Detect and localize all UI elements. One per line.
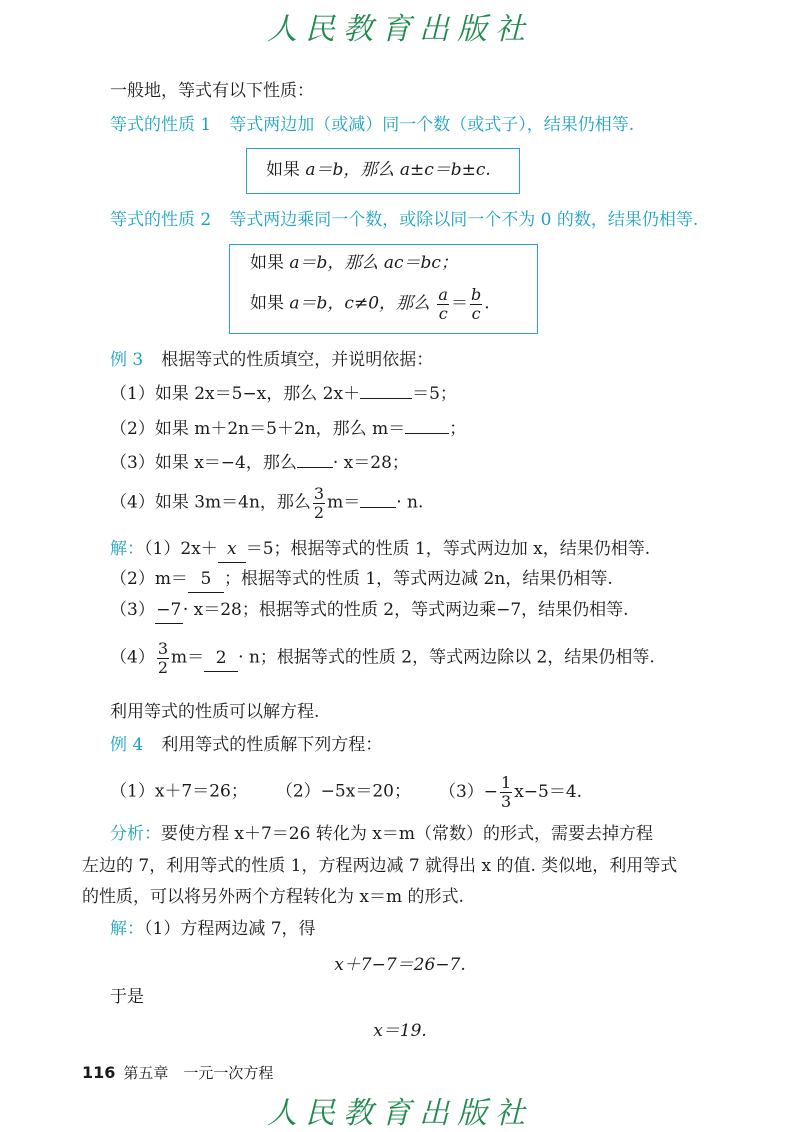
example4-eq2: （2）−5x＝20； — [275, 781, 411, 802]
equation-a: x＋7−7＝26−7. — [334, 955, 466, 975]
example4-equations — [110, 774, 582, 810]
page-number: 116 — [82, 1063, 116, 1082]
solution4-label: 解： — [110, 919, 144, 939]
answer-4: 2 — [204, 645, 238, 672]
example4-eq3: （3）− $\frac{1}{3}$ x−5＝4. — [438, 773, 583, 811]
property2-heading — [110, 207, 698, 233]
example3-q4: （4）如果 3m＝4n，那么 $\frac{3}{2}$ m＝ · n. — [110, 484, 424, 522]
example3-q3: （3）如果 x＝−4，那么 · x＝28； — [110, 453, 409, 473]
analysis-line-2: 左边的 7，利用等式的性质 1，方程两边减 7 就得出 x 的值. 类似地，利用等式 — [82, 856, 678, 876]
example3-q2: （2）如果 m＋2n＝5＋2n，那么 m＝ ； — [110, 419, 467, 439]
example3-heading — [110, 347, 433, 373]
fraction-b-over-c: $\frac{b}{c}$ — [470, 285, 482, 323]
property1-text: 等式两边加（或减）同一个数（或式子），结果仍相等. — [229, 115, 635, 135]
transition-text: 利用等式的性质可以解方程. — [110, 702, 320, 722]
solution3-s4: （4） $\frac{3}{2}$ m＝ 2 · n；根据等式的性质 2，等式两边除以 2，结果仍相等. — [110, 639, 655, 677]
property1-box-prefix: 如果 — [266, 160, 300, 180]
publisher-logo: 人民教育出版社 — [267, 12, 533, 47]
fraction-3-over-2-answer: $\frac{3}{2}$ — [157, 639, 169, 677]
property1-formula — [266, 157, 491, 183]
property1-label: 等式的性质 1 — [110, 115, 212, 135]
solution4-step1: 解：（1）方程两边减 7，得 — [110, 919, 316, 939]
example4-text: 利用等式的性质解下列方程： — [161, 735, 383, 755]
answer-2: 5 — [188, 566, 224, 593]
analysis-line-1: 分析：要使方程 x＋7＝26 转化为 x＝m（常数）的形式，需要去掉方程 — [110, 824, 653, 844]
example3-label: 例 3 — [110, 350, 144, 370]
intro-text: 一般地，等式有以下性质： — [110, 81, 314, 101]
then-text: 于是 — [110, 987, 144, 1007]
property2-line1-prefix: 如果 — [250, 253, 284, 273]
property2-formula-2 — [250, 286, 490, 322]
property2-formula-1 — [250, 250, 458, 276]
example3-q1: （1）如果 2x＝5−x，那么 2x＋ ＝5； — [110, 384, 457, 404]
fraction-1-over-3: $\frac{1}{3}$ — [501, 773, 512, 811]
analysis-label: 分析： — [110, 824, 161, 844]
solution3-s1: 解：（1）2x＋ x ＝5；根据等式的性质 1，等式两边加 x，结果仍相等. — [110, 536, 650, 563]
fraction-3-over-2: $\frac{3}{2}$ — [313, 484, 325, 522]
page-footer — [82, 1062, 273, 1083]
fraction-a-over-c: $\frac{a}{c}$ — [438, 285, 448, 323]
property2-line2-math: a＝b，c≠0，那么 — [289, 293, 431, 314]
property2-text: 等式两边乘同一个数，或除以同一个不为 0 的数，结果仍相等. — [229, 210, 699, 230]
answer-3: −7 — [155, 597, 183, 624]
example4-eq1: （1）x＋7＝26； — [110, 781, 248, 802]
solution3-label: 解： — [110, 539, 144, 559]
solution3-s2: （2）m＝ 5 ；根据等式的性质 1，等式两边减 2n，结果仍相等. — [110, 566, 613, 593]
equation-b: x＝19. — [373, 1021, 427, 1041]
answer-1: x — [218, 536, 246, 563]
property2-line2-prefix: 如果 — [250, 293, 284, 314]
example4-label: 例 4 — [110, 735, 144, 755]
property2-label: 等式的性质 2 — [110, 210, 212, 230]
publisher-logo-bottom: 人民教育出版社 — [267, 1096, 533, 1131]
example3-text: 根据等式的性质填空，并说明依据： — [161, 350, 434, 370]
analysis-line-3: 的性质，可以将另外两个方程转化为 x＝m 的形式. — [82, 887, 464, 907]
property1-box-math: a＝b，那么 a±c＝b±c. — [305, 160, 491, 180]
chapter-title: 第五章 一元一次方程 — [123, 1064, 274, 1082]
equals-sign: ＝ — [450, 293, 468, 314]
solution3-s3: （3）−7· x＝28；根据等式的性质 2，等式两边乘−7，结果仍相等. — [110, 597, 629, 624]
example4-heading — [110, 732, 382, 758]
property1-heading — [110, 112, 634, 138]
property2-line1-math: a＝b，那么 ac＝bc； — [289, 253, 458, 273]
formula-end: . — [484, 293, 490, 314]
